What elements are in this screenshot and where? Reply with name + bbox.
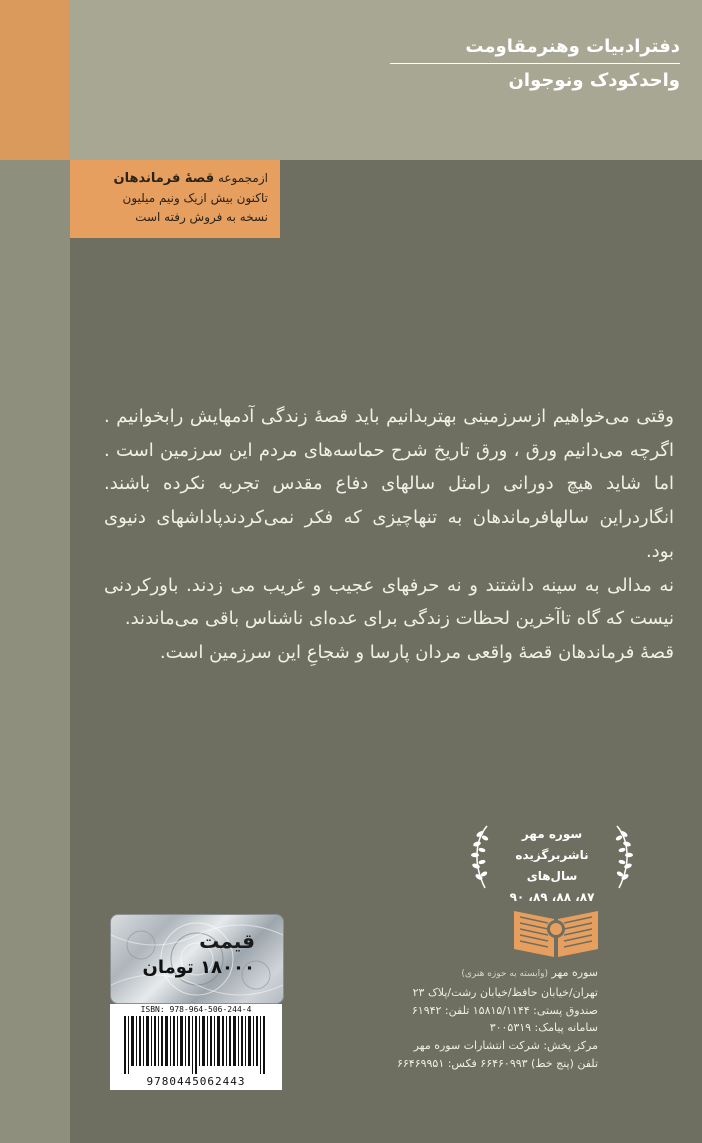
contacts-address: تهران/خیابان حافظ/خیابان رشت/پلاک ۲۳ [412,985,598,999]
series-title: قصهٔ فرماندهان [113,171,215,186]
publisher-unit-line1: دفترادبیات وهنرمقاومت [390,36,680,64]
blurb-paragraph: قصهٔ فرماندهان قصهٔ واقعی مردان پارسا و شجاعِ این سرزمین است. [159,641,674,663]
blurb-paragraph: وقتی می‌خواهیم ازسرزمینی بهتربدانیم باید قصهٔ زندگی آدمهایش رابخوانیم . اگرچه می‌دانیم ورق ، ورق تاریخ شرح حماسه‌های مردم این سرزمین است . اما شاید هیچ دورانی رامثل سالهای دفاع مقدس تجربه نکرده باشند. انگاردراین سالهافرماندهان به تنهاچیزی که فکر نمی‌کردندپاداشهای دنیوی بود. [104,406,674,562]
left-strip [0,160,70,1143]
isbn-text: ISBN: 978-964-506-244-4 [140,1005,252,1014]
contacts-phone-fax: تلفن (پنج خط) ۶۶۴۶۰۹۹۳ فکس: ۶۶۴۶۹۹۵۱ [396,1056,598,1070]
award-line3: ۸۷، ۸۸، ۸۹، ۹۰ [509,890,595,904]
laurel-left-icon [467,822,493,892]
series-prefix: ازمجموعه [217,171,268,185]
series-line2: تاکنون بیش ازیک ونیم میلیون [122,191,268,205]
series-line1 [80,168,268,189]
award-line2: ناشربرگزیده سال‌های [515,848,589,883]
laurel-right-icon [611,822,637,892]
contacts-po-box: صندوق پستی: ۱۵۸۱۵/۱۱۴۴ تلفن: ۶۱۹۴۲ [411,1003,598,1017]
award-badge [467,822,637,904]
ean-number: 9780445062443 [146,1075,246,1088]
orange-corner-block [0,0,70,160]
contacts-publisher-name: سوره مهر [551,966,598,979]
contacts-publisher-note: (وابسته به حوزه هنری) [461,969,548,979]
contacts-sms: سامانه پیامک: ۳۰۰۵۳۱۹ [489,1021,598,1035]
book-pages-logo-icon [510,905,602,960]
barcode-box [110,1004,282,1090]
publisher-unit [390,36,680,91]
price-value: ۱۸۰۰۰ تومان [142,957,255,978]
series-line3: نسخه به فروش رفته است [135,210,268,224]
price-label: قیمت [199,929,255,953]
series-box [70,160,280,238]
barcode-icon [124,1016,268,1074]
contacts-distribution: مرکز پخش: شرکت انتشارات سوره مهر [413,1039,598,1053]
price-hologram-sticker [110,914,284,1004]
blurb-paragraph: نه مدالی به سینه داشتند و نه حرفهای عجیب و غریب می زدند. باورکردنی نیست که گاه تاآخرین لحظات زندگی برای عده‌ای ناشناس باقی می‌ماندند. [104,574,674,630]
back-cover-blurb [104,400,674,670]
award-line1: سوره مهر [521,827,583,841]
publisher-contacts [360,964,598,1073]
award-text [495,824,609,908]
contacts-line1 [360,964,598,984]
publisher-unit-line2: واحدکودک ونوجوان [508,70,680,91]
